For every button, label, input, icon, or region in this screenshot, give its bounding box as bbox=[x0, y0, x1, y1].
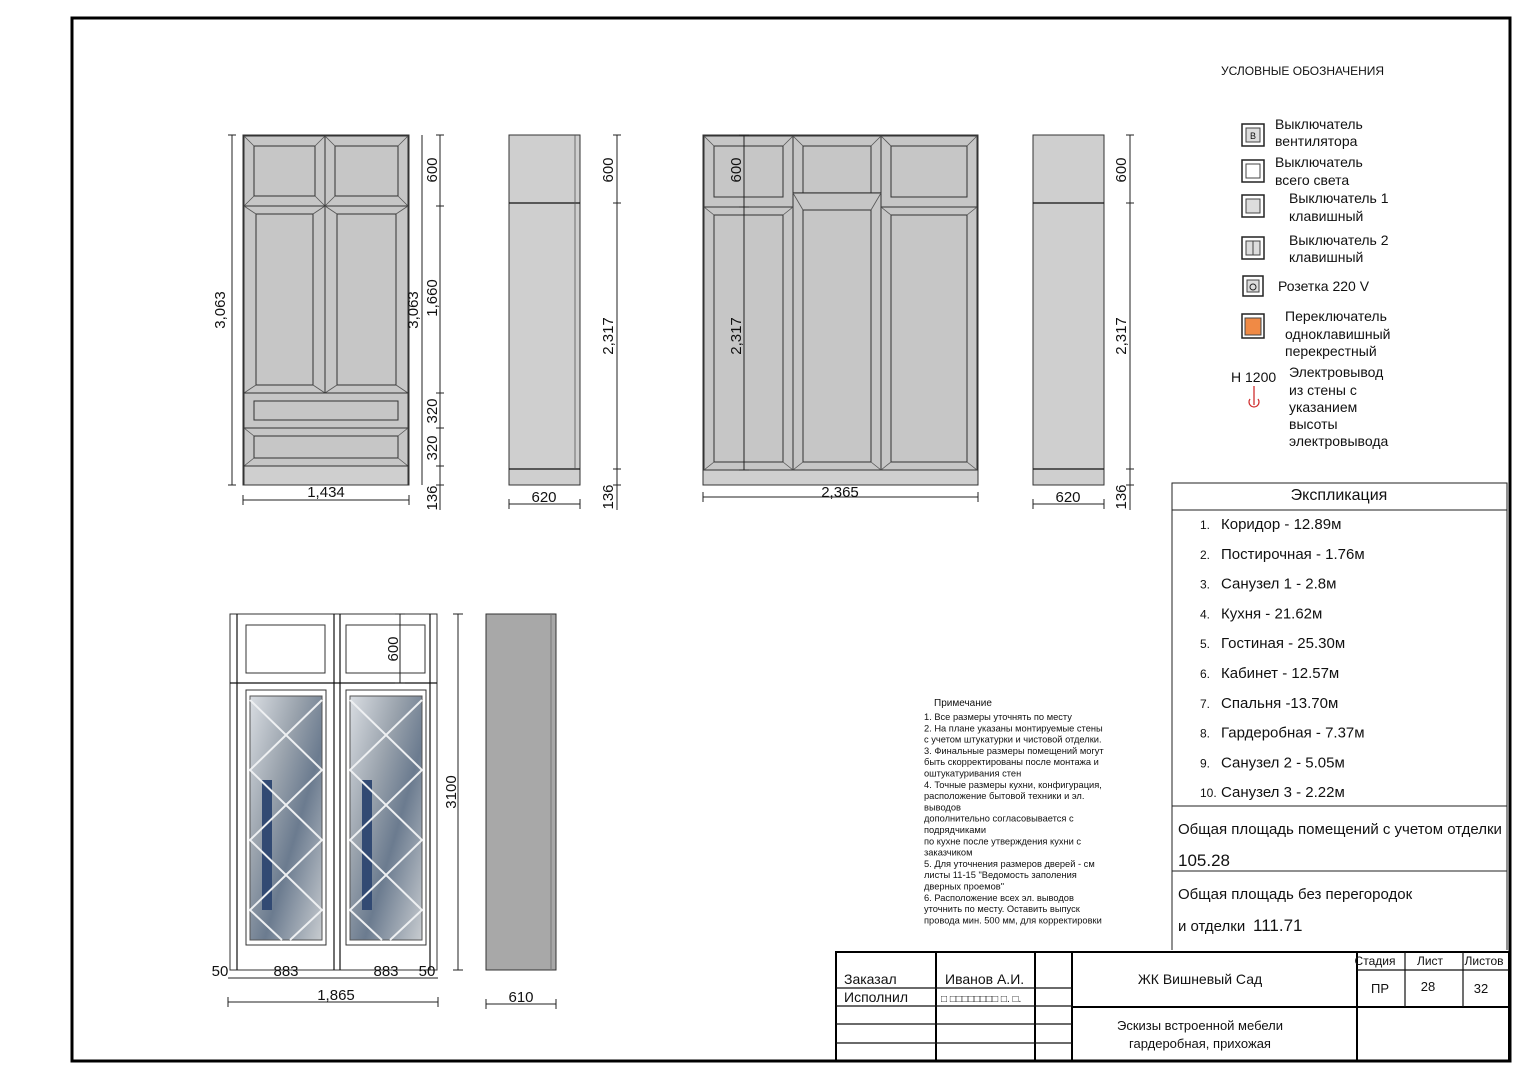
side3-depth-label: 610 bbox=[508, 989, 534, 1006]
side1-plinth-label: 136 bbox=[600, 484, 617, 510]
sheet-value: 28 bbox=[1420, 979, 1436, 994]
cross-switch-icon bbox=[1242, 314, 1264, 338]
cab3-door-right-label: 883 bbox=[373, 963, 399, 980]
legend-item-single-line2: клавишный bbox=[1289, 208, 1364, 224]
total2-label: Общая площадь без перегородок bbox=[1178, 886, 1413, 903]
cab1-mid-label: 1,660 bbox=[424, 279, 441, 317]
sheet-label: Лист bbox=[1416, 954, 1444, 968]
total1-value: 105.28 bbox=[1178, 851, 1230, 870]
note-line: 2. На плане указаны монтируемые стены bbox=[924, 723, 1103, 734]
cab1-height2-label: 3,063 bbox=[405, 291, 422, 329]
double-key-switch-icon bbox=[1242, 237, 1264, 259]
single-key-switch-icon bbox=[1242, 195, 1264, 217]
sheets-value: 32 bbox=[1473, 981, 1489, 996]
legend-title: УСЛОВНЫЕ ОБОЗНАЧЕНИЯ bbox=[1221, 64, 1385, 78]
note-line: дополнительно согласовывается с bbox=[924, 813, 1074, 824]
sheet-title-1: Эскизы встроенной мебели bbox=[1116, 1018, 1284, 1033]
explication-row-number: 7. bbox=[1200, 696, 1211, 711]
note-line: провода мин. 500 мм, для корректировки bbox=[924, 915, 1102, 926]
cab3-total-label: 1,865 bbox=[317, 987, 355, 1004]
cab3-side-left-label: 50 bbox=[211, 963, 229, 980]
stage-label: Стадия bbox=[1354, 954, 1396, 968]
note-line: листы 11-15 "Ведомость заполения bbox=[924, 870, 1077, 881]
outlet-line-5: электровывода bbox=[1289, 433, 1389, 449]
note-line: подрядчиками bbox=[924, 825, 987, 835]
executed-name: □ □□□□□□□□ □. □. bbox=[941, 994, 1022, 1005]
explication-row-number: 8. bbox=[1200, 726, 1211, 741]
sheet-title-2: гардеробная, прихожая bbox=[1129, 1036, 1271, 1051]
explication-row-text: Спальня -13.70м bbox=[1221, 694, 1339, 712]
legend-item-fan-line1: Выключатель bbox=[1275, 116, 1363, 132]
outlet-line-2: из стены с bbox=[1289, 382, 1357, 398]
side1-top-label: 600 bbox=[600, 157, 617, 183]
note-line: заказчиком bbox=[924, 847, 973, 858]
legend-item-master-line1: Выключатель bbox=[1275, 154, 1363, 170]
cab3-height-label: 3100 bbox=[443, 775, 460, 809]
legend-item-single-line1: Выключатель 1 bbox=[1289, 190, 1389, 206]
executed-label: Исполнил bbox=[844, 989, 909, 1005]
legend-item-double-line1: Выключатель 2 bbox=[1289, 232, 1389, 248]
note-line: расположение бытовой техники и эл. bbox=[924, 791, 1085, 802]
note-line: быть скорректированы после монтажа и bbox=[924, 757, 1099, 768]
explication-row-text: Гостиная - 25.30м bbox=[1221, 635, 1346, 653]
explication-row-text: Кабинет - 12.57м bbox=[1221, 665, 1340, 682]
explication-row-text: Санузел 3 - 2.22м bbox=[1221, 784, 1345, 802]
cab1-drawer2-label: 320 bbox=[424, 435, 441, 461]
total1-label: Общая площадь помещений с учетом отделки bbox=[1178, 821, 1502, 838]
cab2-top-label: 600 bbox=[728, 157, 745, 183]
cab1-plinth-label: 136 bbox=[424, 485, 441, 511]
ordered-label: Заказал bbox=[844, 971, 897, 987]
explication-row-text: Гардеробная - 7.37м bbox=[1221, 724, 1365, 742]
legend-item-cross-line2: одноклавишный bbox=[1285, 326, 1391, 342]
project-name: ЖК Вишневый Сад bbox=[1137, 971, 1263, 987]
note-line: 6. Расположение всех эл. выводов bbox=[924, 892, 1074, 903]
note-line: 1. Все размеры уточнять по месту bbox=[924, 712, 1072, 722]
cab3-side-right-label: 50 bbox=[418, 963, 436, 980]
explication-rows bbox=[1200, 516, 1365, 801]
explication-row-text: Санузел 2 - 5.05м bbox=[1221, 754, 1345, 772]
note-line: с учетом штукатурки и чистовой отделки. bbox=[924, 734, 1102, 745]
outlet-icon bbox=[1249, 386, 1259, 407]
explication-row-number: 2. bbox=[1200, 547, 1211, 562]
cab1-width-label: 1,434 bbox=[307, 484, 345, 501]
cab1-height-label: 3,063 bbox=[212, 291, 229, 329]
master-switch-icon bbox=[1242, 160, 1264, 182]
explication-title: Экспликация bbox=[1290, 487, 1388, 504]
cabinet-1-front bbox=[243, 135, 409, 485]
side2-body-label: 2,317 bbox=[1113, 317, 1130, 355]
explication-row-text: Санузел 1 - 2.8м bbox=[1221, 575, 1337, 593]
cab2-body-label: 2,317 bbox=[728, 317, 745, 355]
notes-title: Примечание bbox=[934, 698, 992, 709]
cab2-width-label: 2,365 bbox=[821, 484, 859, 501]
legend-item-master-line2: всего света bbox=[1275, 172, 1350, 188]
total2-value: 111.71 bbox=[1253, 916, 1303, 935]
note-line: 3. Финальные размеры помещений могут bbox=[924, 745, 1104, 756]
side-view-3 bbox=[486, 614, 556, 1009]
side2-depth-label: 620 bbox=[1055, 489, 1081, 506]
svg-text:B: B bbox=[1249, 131, 1257, 141]
legend-item-cross-line1: Переключатель bbox=[1285, 308, 1387, 324]
total2-prefix: и отделки bbox=[1178, 918, 1246, 935]
legend-item-socket: Розетка 220 V bbox=[1278, 278, 1370, 294]
explication-row-number: 10. bbox=[1200, 786, 1217, 801]
outlet-line-4: высоты bbox=[1289, 416, 1338, 432]
ordered-name: Иванов А.И. bbox=[945, 971, 1025, 987]
outlet-line-3: указанием bbox=[1289, 399, 1358, 415]
explication-row-text: Кухня - 21.62м bbox=[1221, 605, 1323, 623]
note-line: выводов bbox=[924, 802, 961, 813]
outlet-height-label: H 1200 bbox=[1231, 369, 1277, 385]
note-line: оштукатуривания стен bbox=[924, 768, 1022, 779]
cab1-top-label: 600 bbox=[424, 157, 441, 183]
side1-body-label: 2,317 bbox=[600, 317, 617, 355]
explication-row-number: 4. bbox=[1200, 607, 1211, 622]
note-line: по кухне после утверждения кухни с bbox=[924, 836, 1082, 847]
note-line: дверных проемов" bbox=[924, 881, 1004, 892]
side2-top-label: 600 bbox=[1113, 157, 1130, 183]
explication-row-number: 5. bbox=[1200, 637, 1211, 652]
side2-plinth-label: 136 bbox=[1113, 484, 1130, 510]
cab3-door-left-label: 883 bbox=[273, 963, 299, 980]
note-line: уточнить по месту. Оставить выпуск bbox=[924, 904, 1080, 915]
sheets-label: Листов bbox=[1464, 954, 1504, 968]
notes-lines bbox=[924, 712, 1104, 925]
cab1-drawer1-label: 320 bbox=[424, 398, 441, 424]
explication-row-number: 6. bbox=[1200, 667, 1211, 681]
legend-item-fan-line2: вентилятора bbox=[1275, 133, 1358, 149]
outlet-line-1: Электровывод bbox=[1289, 364, 1384, 380]
explication-row-number: 1. bbox=[1200, 518, 1211, 532]
explication-row-text: Коридор - 12.89м bbox=[1221, 516, 1342, 533]
legend-item-double-line2: клавишный bbox=[1289, 249, 1364, 265]
note-line: 5. Для уточнения размеров дверей - см bbox=[924, 858, 1095, 869]
fan-switch-icon bbox=[1242, 124, 1264, 146]
side1-depth-label: 620 bbox=[531, 489, 557, 506]
cabinet-3-front bbox=[230, 614, 437, 970]
explication-row-text: Постирочная - 1.76м bbox=[1221, 545, 1365, 563]
explication-row-number: 3. bbox=[1200, 577, 1211, 592]
cab3-top-label: 600 bbox=[385, 636, 402, 662]
explication-row-number: 9. bbox=[1200, 756, 1211, 771]
stage-value: ПР bbox=[1370, 981, 1390, 996]
legend-item-cross-line3: перекрестный bbox=[1285, 343, 1377, 359]
socket-icon bbox=[1243, 276, 1263, 296]
note-line: 4. Точные размеры кухни, конфигурация, bbox=[924, 779, 1102, 790]
